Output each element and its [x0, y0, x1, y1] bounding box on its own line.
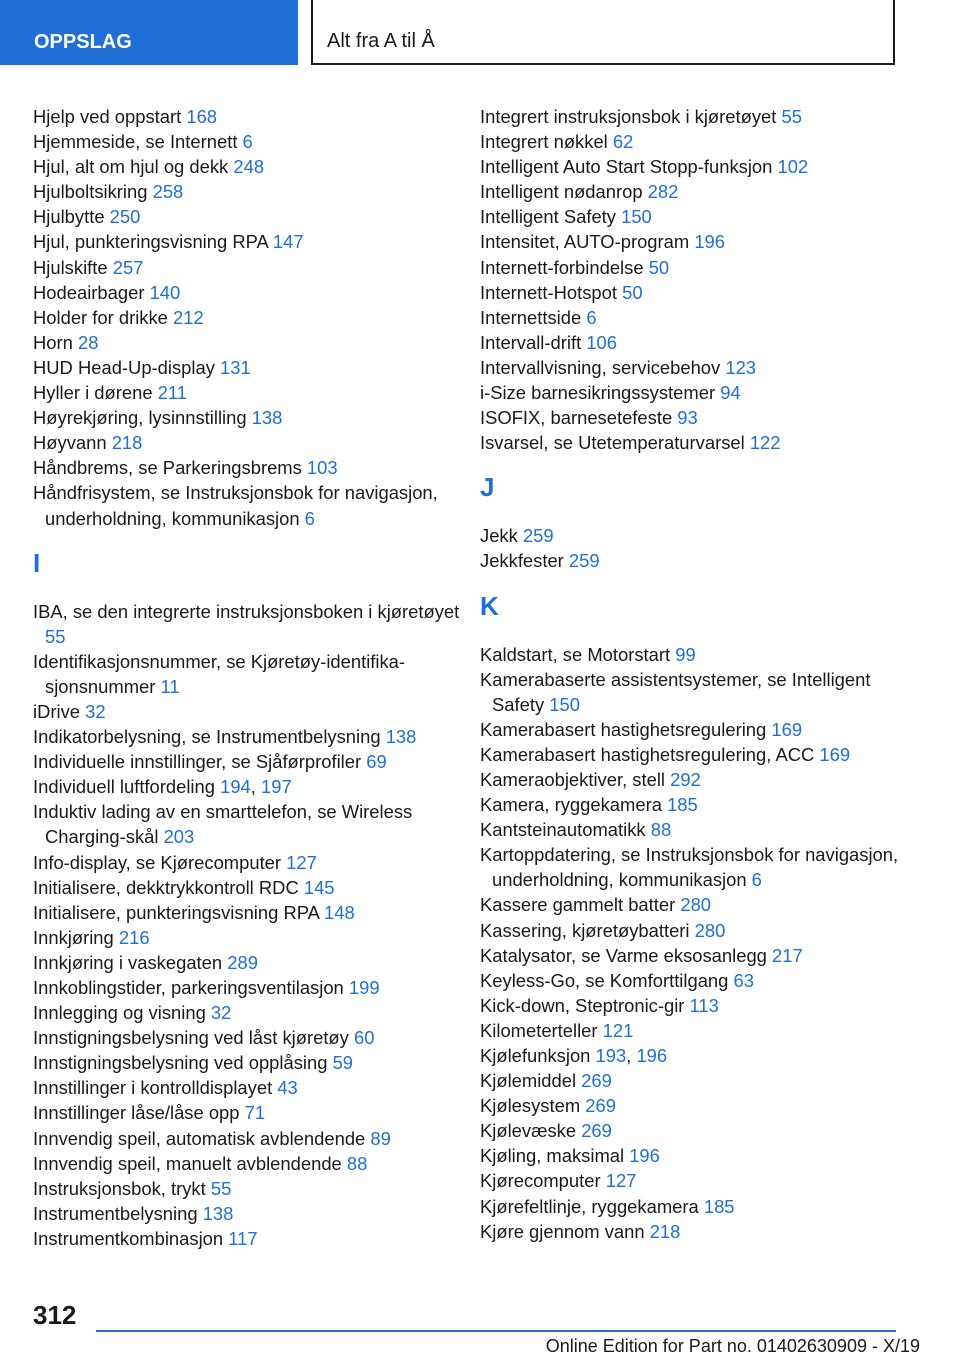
index-column-right [480, 104, 910, 1244]
page-reference-link[interactable]: 199 [348, 977, 380, 998]
index-entry [480, 523, 910, 548]
index-entry-text: Isvarsel, se Utetemperaturvarsel [480, 432, 750, 454]
index-entry-text: Hjulboltsikring [33, 181, 153, 203]
index-entry-text: Internett-forbindelse [480, 256, 649, 278]
page-reference-link[interactable]: 196 [636, 1045, 668, 1066]
page-reference-link[interactable]: 196 [694, 231, 725, 253]
index-entry [33, 799, 463, 849]
index-entry-text: Innstillinger i kontrolldisplayet [33, 1077, 278, 1099]
page-reference-link[interactable]: 55 [45, 625, 66, 647]
page-reference-link[interactable]: 122 [749, 432, 781, 454]
index-entry [480, 305, 910, 330]
page-reference-link[interactable]: 71 [244, 1102, 266, 1124]
index-entry-text: Hjulbytte [33, 206, 110, 228]
page-reference-link[interactable]: 193 [595, 1045, 627, 1066]
page-title: Alt fra A til Å [311, 0, 895, 65]
index-entry-text: Hjelp ved oppstart [33, 106, 187, 127]
index-column-left [33, 104, 463, 1251]
index-entry [480, 330, 910, 355]
index-entry [33, 1176, 463, 1201]
page-reference-link[interactable]: 131 [220, 356, 251, 378]
index-entry-text: Kick-down, Steptronic-gir [480, 994, 690, 1016]
page-reference-link[interactable]: 197 [261, 776, 292, 798]
index-entry-text: Kartoppdatering, se Instruksjonsbok for navigasjon, underholdning, kommunikasjon [480, 844, 899, 891]
page-reference-link[interactable]: 6 [242, 131, 253, 153]
page-reference-link[interactable]: 59 [332, 1052, 354, 1074]
page-reference-link[interactable]: 292 [670, 768, 701, 790]
index-entry [33, 975, 463, 1000]
index-entry-text: Keyless-Go, se Komforttilgang [480, 969, 734, 991]
index-entry-text: Hjulskifte [33, 256, 113, 278]
index-entry [480, 380, 910, 405]
index-entry-text: Instrumentbelysning [33, 1202, 203, 1224]
index-entry [33, 104, 463, 129]
page-reference-link[interactable]: 212 [173, 306, 204, 328]
page-reference-link[interactable]: 218 [649, 1220, 681, 1242]
page-reference-link[interactable]: 169 [771, 718, 803, 740]
index-entry [33, 749, 463, 774]
index-entry [480, 154, 910, 179]
footer-edition: Online Edition for Part no. 01402630909 - X/19 [545, 1336, 920, 1356]
index-entry-text: Intelligent Auto Start Stopp-funksjon [480, 156, 778, 178]
index-entry [480, 1143, 910, 1168]
index-entry [33, 330, 463, 355]
page-reference-link[interactable]: 121 [602, 1019, 634, 1041]
index-entry-text: Info-display, se Kjørecomputer [33, 851, 287, 873]
index-entry [480, 1194, 910, 1219]
page-reference-link[interactable]: 28 [77, 331, 99, 353]
index-entry [33, 699, 463, 724]
page-reference-link[interactable]: 194 [220, 776, 251, 798]
index-entry [480, 792, 910, 817]
index-entry [33, 255, 463, 280]
index-entry-text: Kjøre gjennom vann [480, 1220, 650, 1242]
page-reference-link[interactable]: 150 [549, 693, 580, 715]
page-reference-link[interactable]: 69 [366, 751, 387, 773]
index-entry [480, 717, 910, 742]
index-letter-heading: I [33, 547, 41, 578]
index-entry [480, 1168, 910, 1193]
index-entry [480, 430, 910, 455]
page-reference-link[interactable]: 99 [675, 643, 696, 665]
index-entry-text: Individuelle innstillinger, se Sjåførprofiler [33, 751, 367, 773]
index-entry-text: Innkoblingstider, parkeringsventilasjon [33, 977, 349, 998]
page-reference-link[interactable]: 127 [286, 851, 317, 873]
page-number: 312 [33, 1300, 77, 1330]
index-entry [33, 599, 463, 649]
index-entry [33, 355, 463, 380]
page-reference-link[interactable]: 6 [304, 507, 315, 529]
index-entry-text: Individuell luftfordeling [33, 776, 221, 798]
page-reference-link[interactable]: 259 [568, 550, 600, 572]
index-entry-text: Kamerabasert hastighetsregulering, ACC [480, 743, 820, 765]
index-entry-text: Innkjøring [33, 926, 119, 948]
page-reference-link[interactable]: 259 [522, 525, 554, 547]
index-entry [480, 968, 910, 993]
index-entry [33, 1025, 463, 1050]
index-entry [33, 1201, 463, 1226]
footer-divider [96, 1330, 896, 1332]
index-entry [33, 900, 463, 925]
page-reference-link[interactable]: 148 [324, 901, 355, 923]
index-entry [480, 943, 910, 968]
index-entry-text: Kjørecomputer [480, 1170, 606, 1192]
index-entry-text: Internettside [480, 306, 587, 328]
index-entry-text: Innvendig speil, automatisk avblendende [33, 1127, 371, 1149]
page-reference-link[interactable]: 248 [233, 156, 265, 178]
page-reference-link[interactable]: 32 [210, 1002, 232, 1024]
index-entry [480, 1219, 910, 1244]
index-entry-text: Horn [33, 331, 78, 353]
page-reference-link[interactable]: 88 [650, 819, 672, 841]
page-reference-link[interactable]: 280 [680, 894, 712, 916]
index-letter-heading: K [480, 590, 499, 621]
index-entry-text: Innstillinger låse/låse opp [33, 1102, 245, 1124]
index-entry-text: ISOFIX, barnesetefeste [480, 407, 678, 429]
page-reference-link[interactable]: 106 [586, 331, 617, 353]
index-entry [480, 229, 910, 254]
page-reference-link[interactable]: 11 [160, 675, 180, 697]
index-entry [480, 179, 910, 204]
page-reference-link[interactable]: 269 [581, 1070, 612, 1092]
page-reference-link[interactable]: 55 [210, 1177, 232, 1199]
index-entry-text: HUD Head-Up-display [33, 356, 221, 378]
page-reference-link[interactable]: 138 [385, 726, 417, 748]
page-reference-link[interactable]: 168 [186, 106, 218, 127]
index-entry [33, 480, 463, 530]
page-reference-link[interactable]: 93 [677, 407, 698, 429]
index-entry [33, 1075, 463, 1100]
index-entry [33, 1100, 463, 1125]
index-entry-text: Hjemmeside, se Internett [33, 131, 243, 153]
index-entry-text: Kjøling, maksimal [480, 1145, 630, 1167]
index-entry [480, 842, 910, 892]
index-entry [480, 355, 910, 380]
index-entry [480, 405, 910, 430]
index-entry-text: Intervall-drift [480, 331, 587, 353]
index-entry-text: Hodeairbager [33, 281, 150, 303]
index-entry [33, 405, 463, 430]
page-reference-link[interactable]: 113 [689, 994, 719, 1016]
index-entry-text: Intensitet, AUTO-program [480, 231, 695, 253]
page-reference-link[interactable]: 169 [819, 743, 851, 765]
index-entry [33, 179, 463, 204]
index-entry-text: Kaldstart, se Motorstart [480, 643, 676, 665]
index-entry [33, 950, 463, 975]
index-entry-text: Kjølefunksjon [480, 1045, 596, 1066]
page-reference-link[interactable]: 203 [163, 826, 195, 848]
index-entry [480, 1093, 910, 1118]
page-reference-link[interactable]: 94 [720, 382, 741, 404]
index-entry [33, 204, 463, 229]
index-entry [33, 875, 463, 900]
index-entry-text: Kjølesystem [480, 1095, 586, 1117]
index-entry-text: Innvendig speil, manuelt avblendende [33, 1152, 347, 1174]
index-entry [480, 817, 910, 842]
page-reference-link[interactable]: 218 [111, 432, 143, 454]
page-reference-link[interactable]: 185 [667, 794, 698, 816]
index-entry-text: Kamerabaserte assistentsystemer, se Intelligent Safety [480, 668, 871, 715]
index-entry-text: Kameraobjektiver, stell [480, 768, 671, 790]
index-entry [33, 1050, 463, 1075]
index-entry-text: Kjørefeltlinje, ryggekamera [480, 1195, 704, 1217]
index-entry-text: Intelligent nødanrop [480, 181, 648, 203]
index-entry [33, 774, 463, 799]
index-entry-text: Jekkfester [480, 550, 569, 572]
index-entry-text: Induktiv lading av en smarttelefon, se Wireless Charging-skål [33, 801, 413, 848]
index-entry [480, 1018, 910, 1043]
index-entry [480, 104, 910, 129]
index-entry-text: Instruksjonsbok, trykt [33, 1177, 211, 1199]
page-reference-link[interactable]: 63 [733, 969, 754, 991]
page-reference-link[interactable]: 289 [227, 951, 258, 973]
page-reference-link[interactable]: 280 [694, 919, 726, 941]
index-entry-text: Kamerabasert hastighetsregulering [480, 718, 772, 740]
index-entry [480, 204, 910, 229]
index-entry [33, 1126, 463, 1151]
index-entry-text: Høyvann [33, 432, 112, 454]
page-reference-link[interactable]: 43 [277, 1077, 298, 1099]
index-entry-text: Integrert nøkkel [480, 131, 613, 153]
index-entry-text: Kantsteinautomatikk [480, 819, 651, 841]
index-entry-text: Innstigningsbelysning ved opplåsing [33, 1052, 333, 1074]
index-entry-text: Initialisere, punkteringsvisning RPA [33, 901, 324, 923]
index-entry-text: Indikatorbelysning, se Instrumentbelysning [33, 726, 386, 748]
index-entry [480, 1118, 910, 1143]
index-entry-text: Innkjøring i vaskegaten [33, 951, 228, 973]
page-reference-link[interactable]: 88 [346, 1152, 368, 1174]
index-entry [33, 925, 463, 950]
index-entry-text: Jekk [480, 525, 523, 547]
page-reference-link[interactable]: 6 [586, 306, 597, 328]
index-entry [33, 280, 463, 305]
index-entry-text: Intelligent Safety [480, 206, 622, 228]
page-reference-link[interactable]: 60 [353, 1027, 375, 1049]
page-reference-link[interactable]: 138 [202, 1202, 234, 1224]
index-entry [33, 724, 463, 749]
page-reference-link[interactable]: 103 [306, 457, 338, 479]
index-entry-text: Innstigningsbelysning ved låst kjøretøy [33, 1027, 354, 1049]
page-reference-link[interactable]: 127 [605, 1170, 637, 1192]
index-entry [33, 1226, 463, 1251]
page-reference-link[interactable]: 145 [303, 876, 335, 898]
index-entry [33, 229, 463, 254]
page-reference-link[interactable]: 196 [629, 1145, 660, 1167]
index-entry-text: Håndbrems, se Parkeringsbrems [33, 457, 307, 479]
index-entry [480, 918, 910, 943]
page-reference-link[interactable]: 55 [781, 106, 802, 127]
index-entry-text: Hjul, punkteringsvisning RPA [33, 231, 273, 253]
index-entry [480, 767, 910, 792]
page-reference-link[interactable]: 50 [648, 256, 670, 278]
page-reference-link[interactable]: 89 [370, 1127, 391, 1149]
page-reference-link[interactable]: 211 [157, 382, 188, 404]
index-entry [480, 892, 910, 917]
index-entry [480, 129, 910, 154]
index-entry [480, 667, 910, 717]
page-reference-link[interactable]: 147 [272, 231, 304, 253]
page-reference-link[interactable]: 117 [228, 1227, 258, 1249]
index-entry [480, 255, 910, 280]
index-entry [480, 1068, 910, 1093]
index-entry-text: Kilometerteller [480, 1019, 603, 1041]
index-entry-text: Intervallvisning, servicebehov [480, 356, 726, 378]
page-reference-link[interactable]: 138 [251, 407, 283, 429]
ref-separator: , [626, 1045, 637, 1066]
index-entry-text: i-Size barnesikringssystemer [480, 382, 721, 404]
page-reference-link[interactable]: 102 [777, 156, 809, 178]
index-entry [33, 649, 463, 699]
index-entry-text: Kassere gammelt batter [480, 894, 681, 916]
page-reference-link[interactable]: 185 [703, 1195, 735, 1217]
page-reference-link[interactable]: 257 [112, 256, 144, 278]
index-entry-text: Kjølemiddel [480, 1070, 582, 1092]
index-entry-text: Høyrekjøring, lysinnstilling [33, 407, 252, 429]
page-reference-link[interactable]: 269 [585, 1095, 616, 1117]
index-entry [480, 742, 910, 767]
page-reference-link[interactable]: 269 [581, 1120, 612, 1142]
page-reference-link[interactable]: 250 [109, 206, 141, 228]
page-reference-link[interactable]: 123 [725, 356, 757, 378]
page-reference-link[interactable]: 140 [149, 281, 181, 303]
index-entry-text: Integrert instruksjonsbok i kjøretøyet [480, 106, 782, 127]
page-reference-link[interactable]: 62 [612, 131, 634, 153]
page-reference-link[interactable]: 282 [647, 181, 679, 203]
index-entry-text: Initialisere, dekktrykkontroll RDC [33, 876, 304, 898]
index-entry [33, 154, 463, 179]
index-entry-text: Internett-Hotspot [480, 281, 623, 303]
index-entry-text: Kjølevæske [480, 1120, 582, 1142]
page-reference-link[interactable]: 216 [118, 926, 150, 948]
index-entry [33, 1151, 463, 1176]
index-entry [33, 430, 463, 455]
page-reference-link[interactable]: 50 [622, 281, 643, 303]
index-entry-text: IBA, se den integrerte instruksjonsboken i kjøretøyet [33, 600, 460, 622]
index-entry [480, 1043, 910, 1068]
index-entry [480, 993, 910, 1018]
index-entry-text: Katalysator, se Varme eksosanlegg [480, 944, 773, 966]
index-entry [33, 380, 463, 405]
index-entry [480, 548, 910, 573]
index-entry-text: Hjul, alt om hjul og dekk [33, 156, 234, 178]
index-entry [33, 129, 463, 154]
index-letter-heading: J [480, 472, 495, 503]
index-entry [33, 305, 463, 330]
index-entry [33, 850, 463, 875]
index-entry-text: Håndfrisystem, se Instruksjonsbok for navigasjon, underholdning, kommunikasjon [33, 482, 438, 529]
index-entry-text: Kamera, ryggekamera [480, 794, 668, 816]
page-reference-link[interactable]: 258 [152, 181, 184, 203]
page-reference-link[interactable]: 6 [751, 869, 762, 891]
index-entry [480, 642, 910, 667]
index-entry [480, 280, 910, 305]
index-entry-text: Identifikasjonsnummer, se Kjøretøy-identifikasjonsnummer [33, 650, 406, 697]
ref-separator: , [250, 776, 262, 798]
page-reference-link[interactable]: 217 [772, 944, 803, 966]
index-entry [33, 455, 463, 480]
index-entry [33, 1000, 463, 1025]
page-reference-link[interactable]: 32 [85, 700, 106, 722]
section-tab: OPPSLAG [0, 0, 298, 65]
index-entry-text: Holder for drikke [33, 306, 174, 328]
index-entry-text: Innlegging og visning [33, 1002, 211, 1024]
index-entry-text: Kassering, kjøretøybatteri [480, 919, 695, 941]
index-entry-text: iDrive [33, 700, 86, 722]
index-entry-text: Instrumentkombinasjon [33, 1227, 229, 1249]
page-reference-link[interactable]: 150 [621, 206, 652, 228]
index-entry-text: Hyller i dørene [33, 382, 158, 404]
